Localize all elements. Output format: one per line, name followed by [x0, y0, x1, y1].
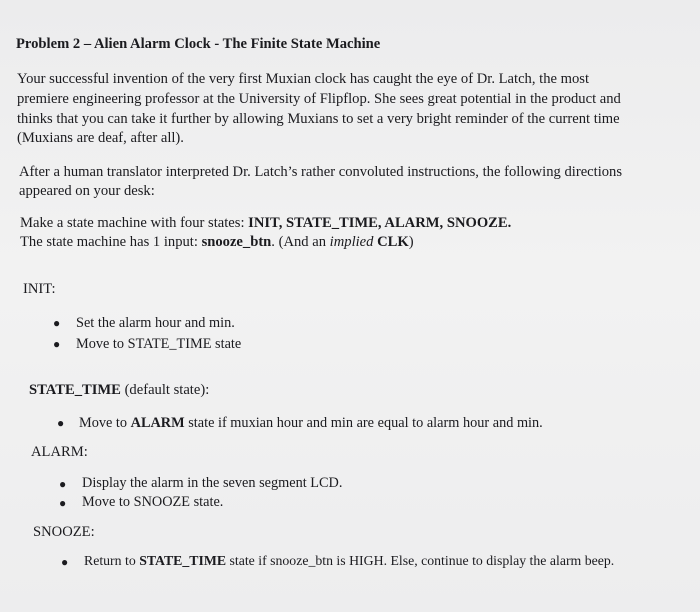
bullet-icon: ●	[59, 496, 67, 510]
states-line	[20, 214, 511, 232]
bullet-icon: ●	[57, 416, 65, 430]
bullet-icon: ●	[53, 316, 61, 330]
state-time-heading-rest: (default state):	[120, 382, 210, 398]
alarm-heading: ALARM:	[31, 444, 88, 460]
state-time-bullet-prefix: Move to	[79, 415, 131, 431]
state-time-bullet	[79, 414, 543, 432]
intro-line-2: premiere engineering professor at the University of Flipflop. She sees great potential in the product and	[17, 91, 621, 107]
input-prefix: The state machine has 1 input:	[20, 234, 202, 250]
init-bullet-1: Set the alarm hour and min.	[76, 315, 235, 331]
input-line	[20, 233, 414, 251]
input-middle: . (And an	[271, 234, 330, 250]
translator-line-2: appeared on your desk:	[19, 183, 155, 199]
input-name: snooze_btn	[201, 234, 272, 250]
snooze-bullet-suffix: state if snooze_btn is HIGH. Else, continue to display the alarm beep.	[226, 553, 615, 568]
problem-title: Problem 2 – Alien Alarm Clock - The Finite State Machine	[16, 36, 381, 52]
state-time-heading	[29, 382, 209, 399]
intro-line-4: (Muxians are deaf, after all).	[17, 130, 184, 146]
state-time-bullet-suffix: state if muxian hour and min are equal to alarm hour and min.	[184, 415, 543, 431]
states-list: INIT, STATE_TIME, ALARM, SNOOZE.	[248, 215, 512, 231]
init-bullet-2: Move to STATE_TIME state	[76, 336, 242, 352]
input-implied: implied	[329, 234, 374, 250]
snooze-heading: SNOOZE:	[33, 524, 95, 540]
bullet-icon: ●	[53, 337, 61, 351]
state-time-heading-bold: STATE_TIME	[29, 382, 121, 398]
snooze-bullet-bold: STATE_TIME	[139, 553, 227, 568]
intro-line-3: thinks that you can take it further by allowing Muxians to set a very bright reminder of the current time	[17, 111, 620, 127]
snooze-bullet-prefix: Return to	[84, 553, 140, 568]
alarm-bullet-2: Move to SNOOZE state.	[82, 494, 224, 510]
bullet-icon: ●	[59, 477, 67, 491]
intro-line-1: Your successful invention of the very first Muxian clock has caught the eye of Dr. Latch, the most	[17, 71, 589, 87]
state-time-bullet-bold: ALARM	[130, 415, 185, 431]
alarm-bullet-1: Display the alarm in the seven segment LCD.	[82, 475, 343, 491]
translator-line-1: After a human translator interpreted Dr. Latch’s rather convoluted instructions, the following directions	[19, 164, 623, 180]
bullet-icon: ●	[61, 555, 69, 569]
input-suffix: )	[408, 234, 414, 250]
snooze-bullet	[84, 552, 614, 570]
states-prefix: Make a state machine with four states:	[20, 215, 249, 231]
init-heading: INIT:	[23, 281, 56, 297]
input-clk: CLK	[377, 234, 409, 250]
